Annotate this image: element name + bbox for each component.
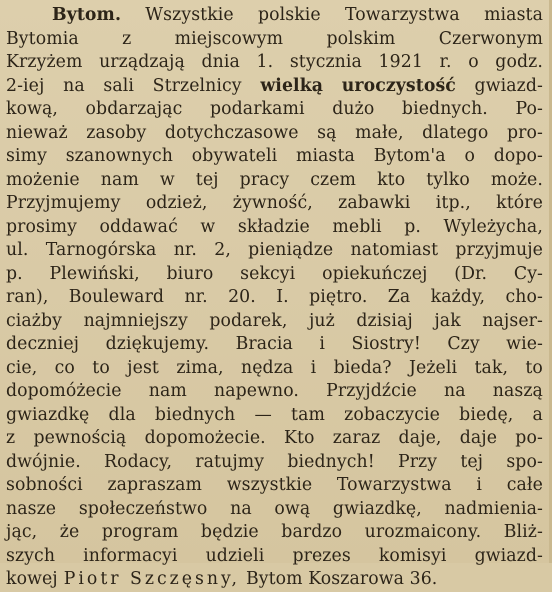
article-line: 2-iej na sali Strzelnicy wielką uroczystość gwiazd-	[6, 75, 543, 96]
article-line: szych informacyi udzieli prezes komisyi gwiazd-	[6, 545, 543, 566]
article-line: dopomóżecie nam napewno. Przyjdźcie na naszą	[6, 381, 543, 401]
article-line: Krzyżem urządzają dnia 1. stycznia 1921 r. o godz.	[6, 52, 543, 72]
article-line: z pewnością dopomożecie. Kto zaraz daje, daje po-	[6, 428, 543, 448]
article-line: Przyjmujemy odzież, żywność, zabawki itp., które	[6, 193, 543, 213]
article-line: gwiazdkę dla biednych — tam zobaczycie biedę, a	[6, 404, 543, 425]
article-line: simy szanownych obywateli miasta Bytom'a o dopo-	[6, 146, 543, 166]
article-line: ul. Tarnogórska nr. 2, pieniądze natomiast przyjmuje	[6, 240, 543, 260]
article-line: prosimy oddawać w składzie mebli p. Wyleżycha,	[6, 216, 543, 237]
article-line: dwójnie. Rodacy, ratujmy biednych! Przy tej spo-	[6, 451, 543, 472]
article-body	[6, 4, 543, 592]
article-line: jąc, że program będzie bardzo urozmaicony. Bliż-	[6, 522, 543, 542]
article-line: możenie nam w tej pracy czem kto tylko może.	[6, 169, 543, 190]
article-line: ran), Bouleward nr. 20. I. piętro. Za każdy, cho-	[6, 287, 543, 307]
article-line: sobności zapraszam wszystkie Towarzystwa i całe	[6, 475, 543, 495]
article-line: cie, co to jest zima, nędza i bieda? Jeżeli tak, to	[6, 357, 543, 378]
dateline-word: Bytom.	[52, 5, 122, 25]
article-line: nieważ zasoby dotychczasowe są małe, dlatego pro-	[6, 122, 543, 143]
article-line: Bytomia z miejscowym polskim Czerwonym	[6, 28, 543, 49]
article-line: kową, obdarzając podarkami dużo biednych. Po-	[6, 99, 543, 119]
article-line-1: Bytom. Wszystkie polskie Towarzystwa miasta	[6, 4, 543, 28]
article-line: ciażby najmniejszy podarek, już dzisiaj jak najser-	[6, 310, 543, 331]
article-line: deczniej dziękujemy. Bracia i Siostry! Czy wie-	[6, 334, 543, 354]
signatory-name: Piotr Szczęsny,	[63, 569, 240, 589]
article-line: p. Plewiński, biuro sekcyi opiekuńczej (Dr. Cy-	[6, 263, 543, 284]
article-line: nasze społeczeństwo na ową gwiazdkę, nadmienia-	[6, 498, 543, 519]
article-line-last: kowej Piotr Szczęsny, Bytom Koszarowa 36.	[6, 568, 543, 592]
